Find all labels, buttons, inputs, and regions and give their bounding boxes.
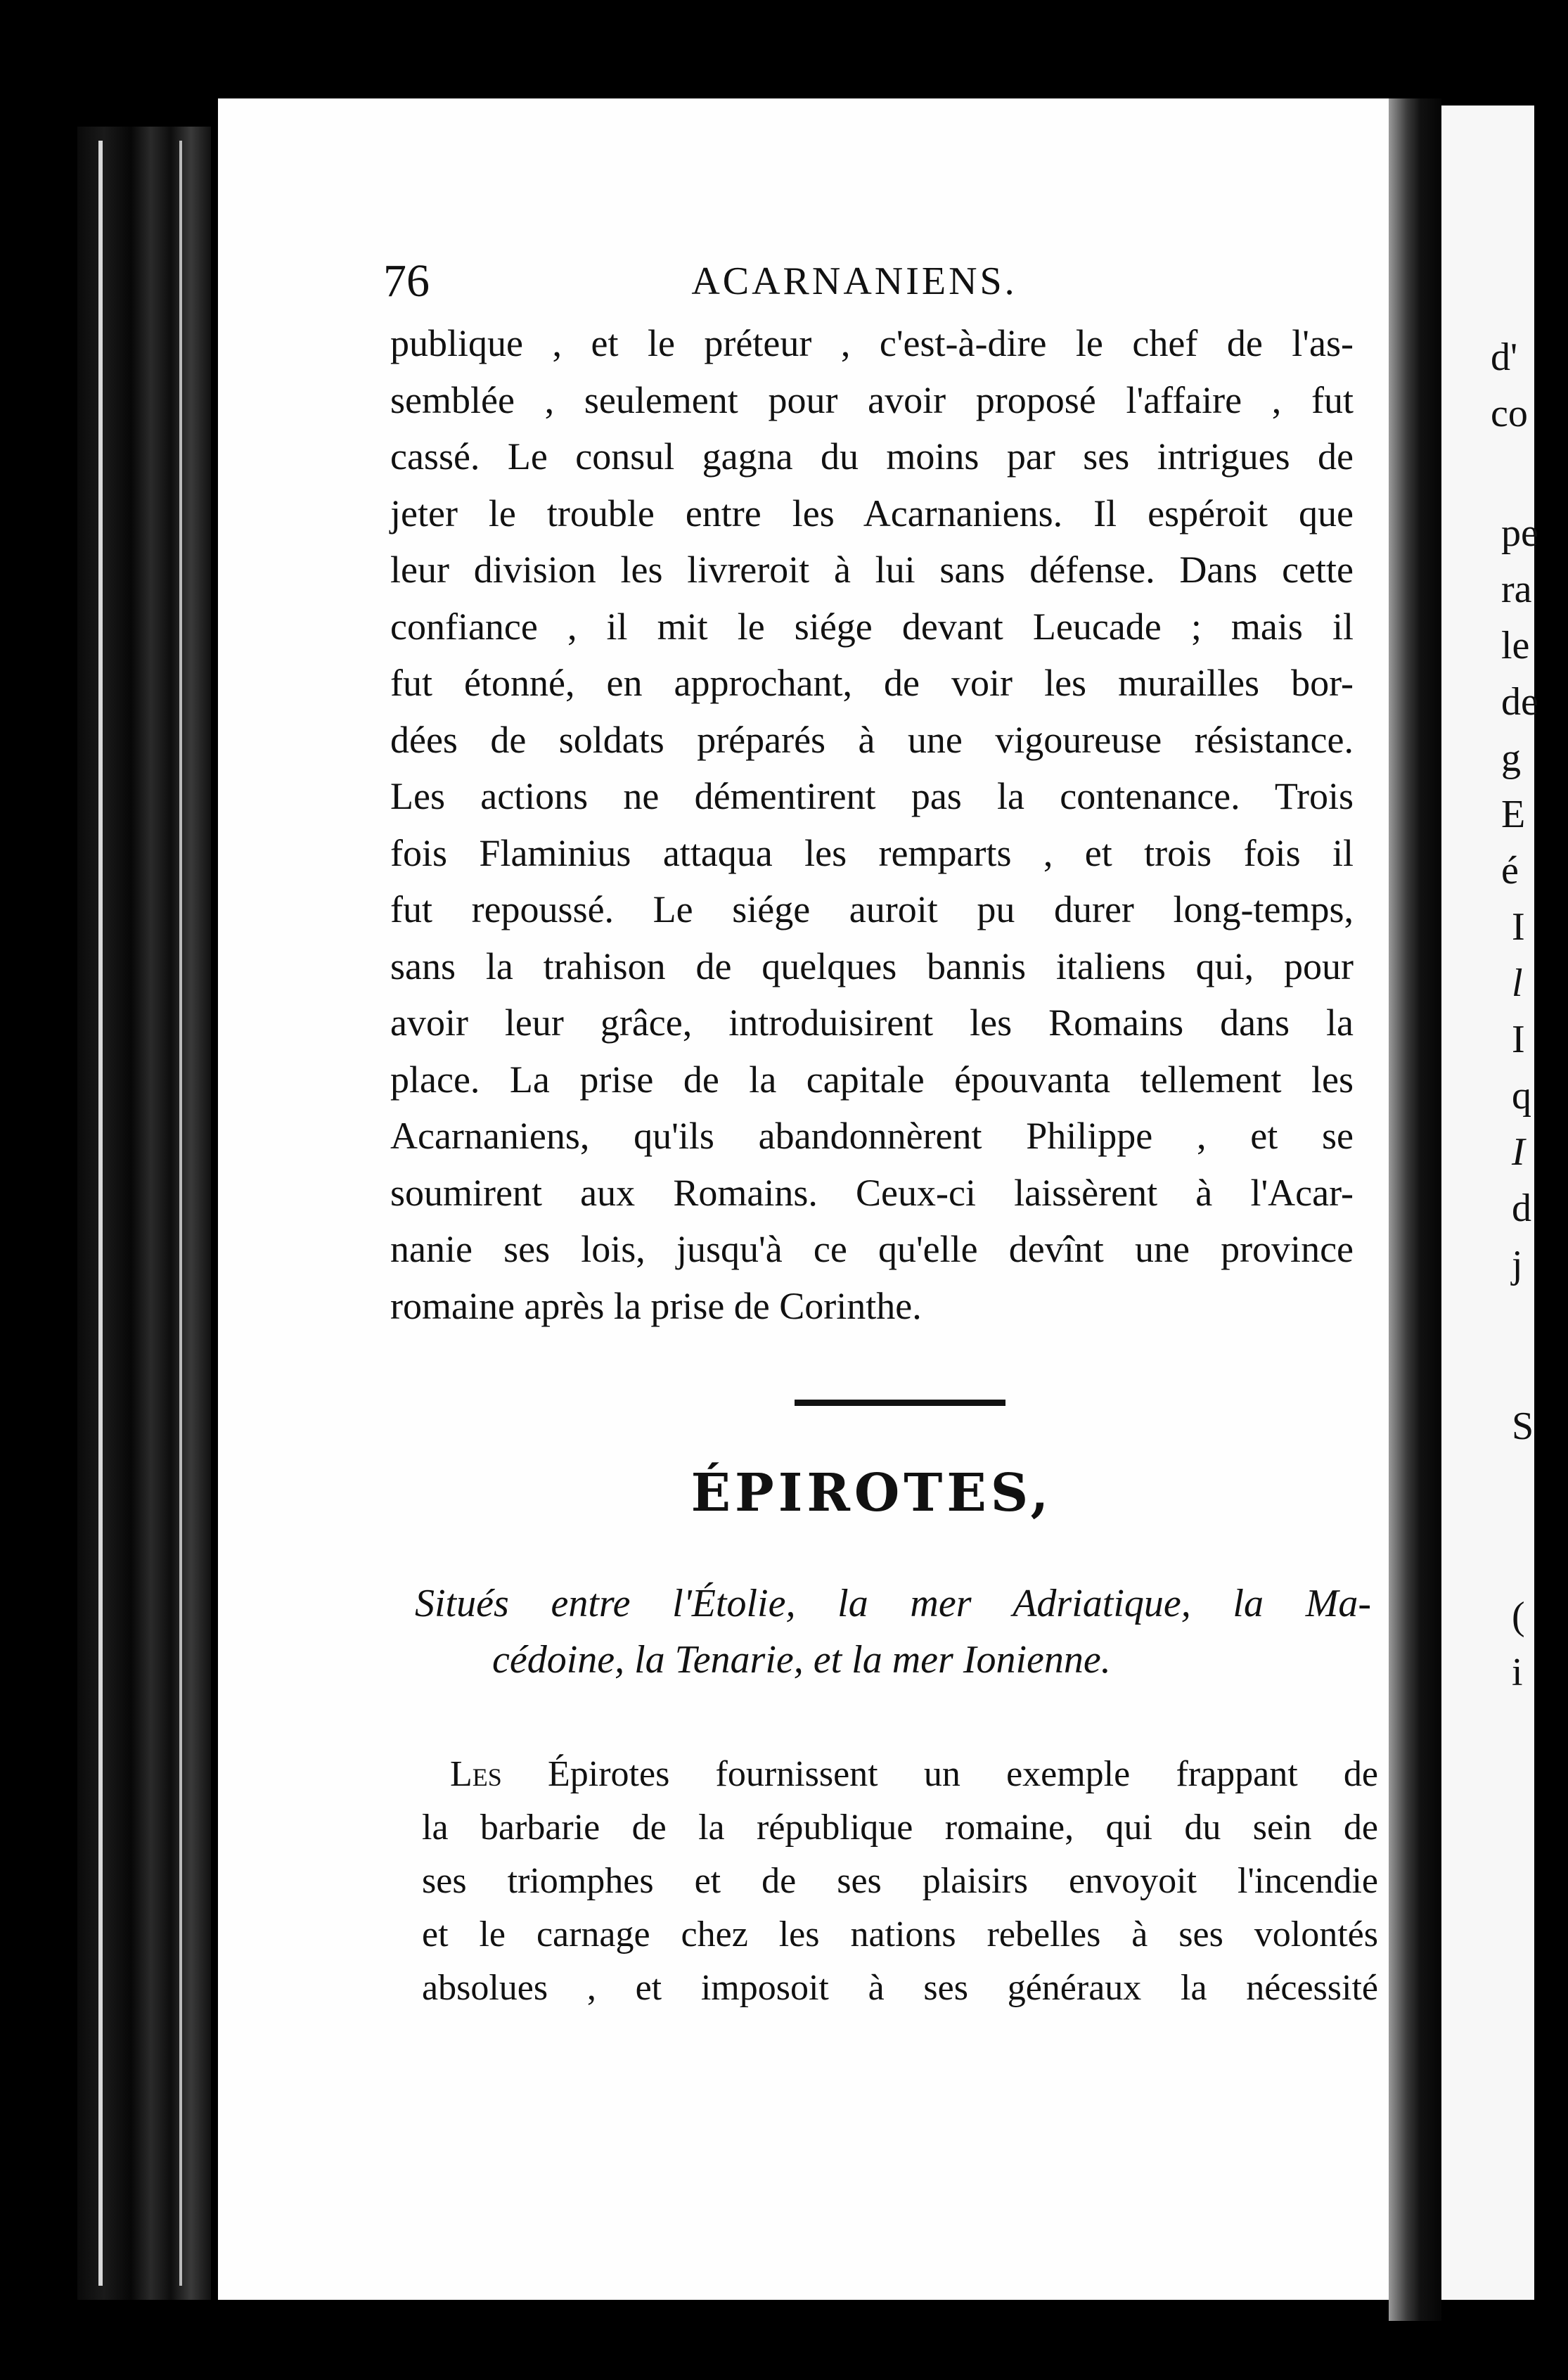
page-edge-line (179, 141, 182, 2286)
running-title: ACARNANIENS. (691, 260, 1017, 303)
text-line: la barbarie de la république romaine, qui du sein de (422, 1808, 1378, 1848)
page-fold-shadow (1389, 98, 1441, 2321)
text-line: nanie ses lois, jusqu'à ce qu'elle devînt une province (390, 1228, 1354, 1270)
lead-word: Les (450, 1754, 502, 1794)
page-number: 76 (383, 255, 430, 307)
text-line: confiance , il mit le siége devant Leucade ; mais il (390, 605, 1354, 648)
section-title: ÉPIROTES, (690, 1463, 1053, 1523)
text-line: cassé. Le consul gagna du moins par ses intrigues de (390, 435, 1354, 478)
paragraph-acarnaniens (390, 315, 1354, 1334)
next-page-fragment: S (1512, 1405, 1534, 1448)
text-line: ses triomphes et de ses plaisirs envoyoit l'incendie (422, 1861, 1378, 1901)
next-page-sliver (1441, 105, 1538, 2300)
next-page-fragment: le (1501, 624, 1530, 667)
next-page-fragment: i (1512, 1651, 1523, 1694)
next-page-fragment: I (1512, 1130, 1525, 1174)
next-page-fragment: d (1512, 1186, 1531, 1230)
next-page-fragment: co (1491, 392, 1528, 435)
text-line: fois Flaminius attaqua les remparts , et trois fois il (390, 831, 1354, 874)
next-page-fragment: I (1512, 1018, 1525, 1061)
text-line: avoir leur grâce, introduisirent les Romains dans la (390, 1002, 1354, 1044)
subtitle-line: Situés entre l'Étolie, la mer Adriatique, la Ma- (415, 1582, 1371, 1625)
next-page-fragment: pe (1501, 511, 1538, 555)
text-line: absolues , et imposoit à ses généraux la nécessité (422, 1968, 1378, 2008)
next-page-fragment: é (1501, 849, 1519, 892)
text-line: fut étonné, en approchant, de voir les murailles bor- (390, 662, 1354, 704)
next-page-fragment: ( (1512, 1594, 1525, 1638)
text-line: place. La prise de la capitale épouvanta tellement les (390, 1058, 1354, 1101)
text-line: Acarnaniens, qu'ils abandonnèrent Philippe , et se (390, 1115, 1354, 1157)
text-line (422, 1748, 1378, 1801)
text-line: sans la trahison de quelques bannis italiens qui, pour (390, 945, 1354, 987)
paragraph-epirotes (422, 1748, 1378, 2015)
next-page-fragment: ra (1501, 568, 1532, 611)
text-line: semblée , seulement pour avoir proposé l'affaire , fut (390, 378, 1354, 421)
next-page-fragment: E (1501, 793, 1526, 836)
text-line: et le carnage chez les nations rebelles à ses volontés (422, 1914, 1378, 1954)
text-line: soumirent aux Romains. Ceux-ci laissèrent à l'Acar- (390, 1171, 1354, 1214)
text-line: dées de soldats préparés à une vigoureuse résistance. (390, 718, 1354, 761)
text-line: leur division les livreroit à lui sans défense. Dans cette (390, 549, 1354, 591)
text-line: fut repoussé. Le siége auroit pu durer long-temps, (390, 888, 1354, 930)
page-header (383, 255, 1325, 311)
next-page-fragment: g (1501, 736, 1521, 780)
subtitle-line: cédoine, la Tenarie, et la mer Ionienne. (492, 1638, 1111, 1682)
next-page-fragment: d' (1491, 335, 1518, 379)
text-line: jeter le trouble entre les Acarnaniens. Il espéroit que (390, 492, 1354, 535)
next-page-fragment: q (1512, 1074, 1531, 1118)
next-page-fragment: l (1512, 961, 1523, 1005)
next-page-fragment: I (1512, 905, 1525, 949)
page-edge-line (98, 141, 103, 2286)
section-divider-rule (795, 1400, 1005, 1406)
text-line: publique , et le préteur , c'est-à-dire le chef de l'as- (390, 322, 1354, 364)
text-line: Les actions ne démentirent pas la contenance. Trois (390, 775, 1354, 817)
text-line-rest: Épirotes fournissent un exemple frappant de (501, 1754, 1378, 1794)
book-binding-edge (77, 127, 211, 2300)
text-line: romaine après la prise de Corinthe. (390, 1284, 922, 1327)
section-subtitle (415, 1575, 1371, 1688)
next-page-fragment: de (1501, 680, 1538, 724)
next-page-fragment: j (1512, 1243, 1523, 1286)
